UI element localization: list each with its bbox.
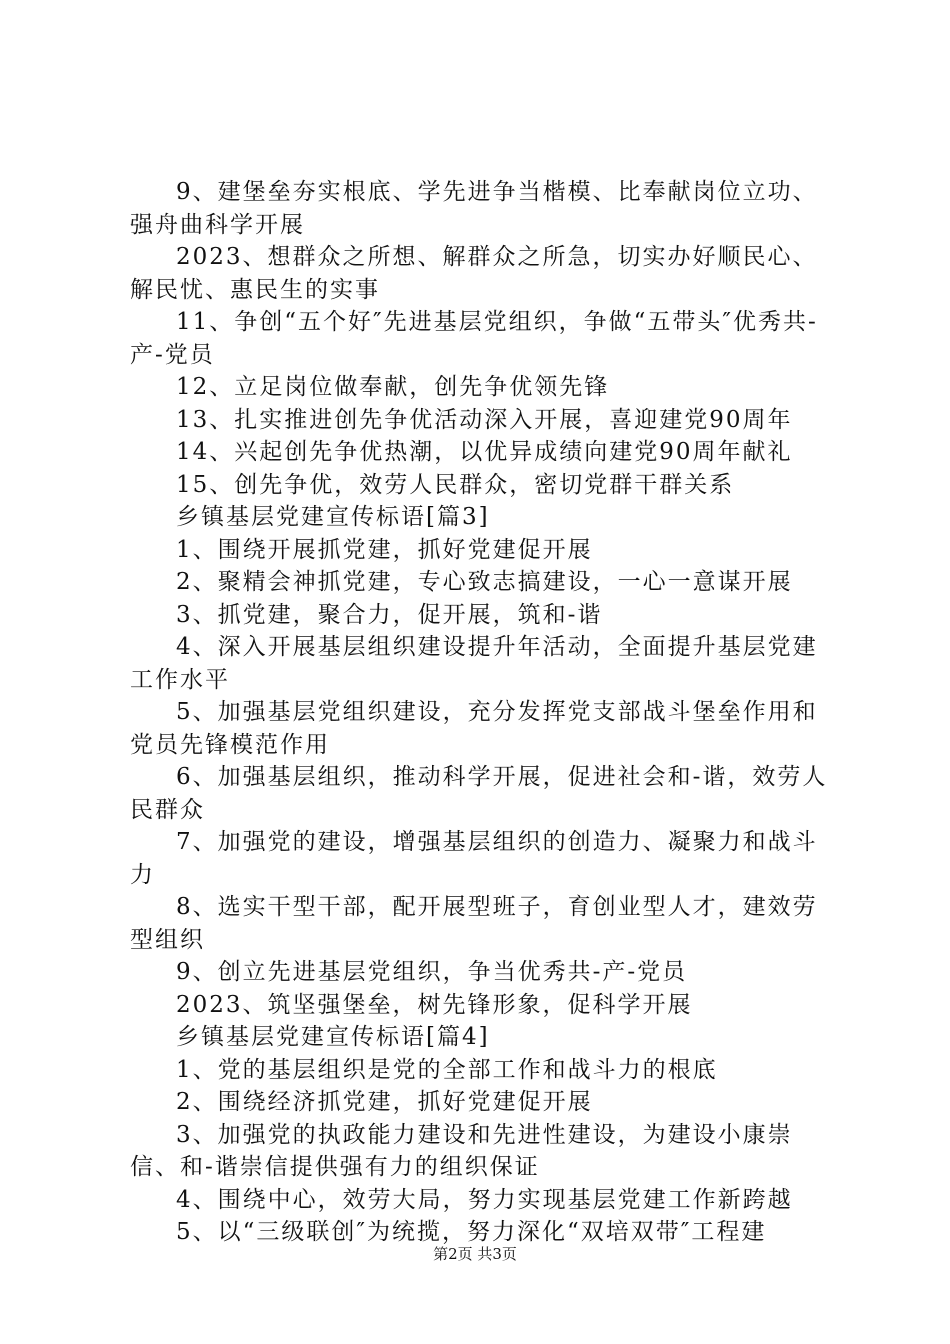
paragraph: 12、立足岗位做奉献，创先争优领先锋	[176, 374, 610, 400]
paragraph: 2、聚精会神抓党建，专心致志搞建设，一心一意谋开展	[176, 569, 793, 595]
section-heading: 乡镇基层党建宣传标语[篇4]	[176, 1024, 490, 1050]
paragraph: 4、深入开展基层组织建设提升年活动，全面提升基层党建工作水平	[130, 634, 818, 693]
paragraph: 5、加强基层党组织建设，充分发挥党支部战斗堡垒作用和党员先锋模范作用	[130, 699, 818, 758]
paragraph: 2、围绕经济抓党建，抓好党建促开展	[176, 1089, 593, 1115]
paragraph: 8、选实干型干部，配开展型班子，育创业型人才，建效劳型组织	[130, 894, 818, 953]
paragraph: 1、党的基层组织是党的全部工作和战斗力的根底	[176, 1056, 718, 1083]
paragraph: 13、扎实推进创先争优活动深入开展，喜迎建党90周年	[176, 406, 793, 433]
paragraph: 9、建堡垒夯实根底、学先进争当楷模、比奉献岗位立功、强舟曲科学开展	[130, 179, 818, 238]
paragraph: 2023、想群众之所想、解群众之所急，切实办好顺民心、解民忧、惠民生的实事	[130, 244, 818, 303]
paragraph: 9、创立先进基层党组织，争当优秀共-产-党员	[176, 959, 688, 985]
paragraph: 7、加强党的建设，增强基层组织的创造力、凝聚力和战斗力	[130, 829, 818, 888]
paragraph: 5、以“三级联创″为统揽，努力深化“双培双带″工程建	[176, 1219, 767, 1245]
paragraph: 2023、筑坚强堡垒，树先锋形象，促科学开展	[176, 991, 693, 1018]
page-footer: 第2页 共3页	[433, 1245, 517, 1263]
paragraph: 6、加强基层组织，推动科学开展，促进社会和-谐，效劳人民群众	[130, 764, 828, 823]
section-heading: 乡镇基层党建宣传标语[篇3]	[176, 504, 490, 530]
paragraph: 15、创先争优，效劳人民群众，密切党群干群关系	[176, 471, 735, 498]
paragraph: 11、争创“五个好″先进基层党组织，争做“五带头″优秀共-产-党员	[130, 309, 818, 368]
paragraph: 3、抓党建，聚合力，促开展，筑和-谐	[176, 601, 603, 628]
paragraph: 14、兴起创先争优热潮，以优异成绩向建党90周年献礼	[176, 439, 793, 465]
paragraph: 4、围绕中心，效劳大局，努力实现基层党建工作新跨越	[176, 1186, 793, 1213]
paragraph: 3、加强党的执政能力建设和先进性建设，为建设小康崇信、和-谐崇信提供强有力的组织保证	[130, 1121, 793, 1180]
paragraph: 1、围绕开展抓党建，抓好党建促开展	[176, 536, 593, 563]
document-body	[130, 176, 830, 1249]
